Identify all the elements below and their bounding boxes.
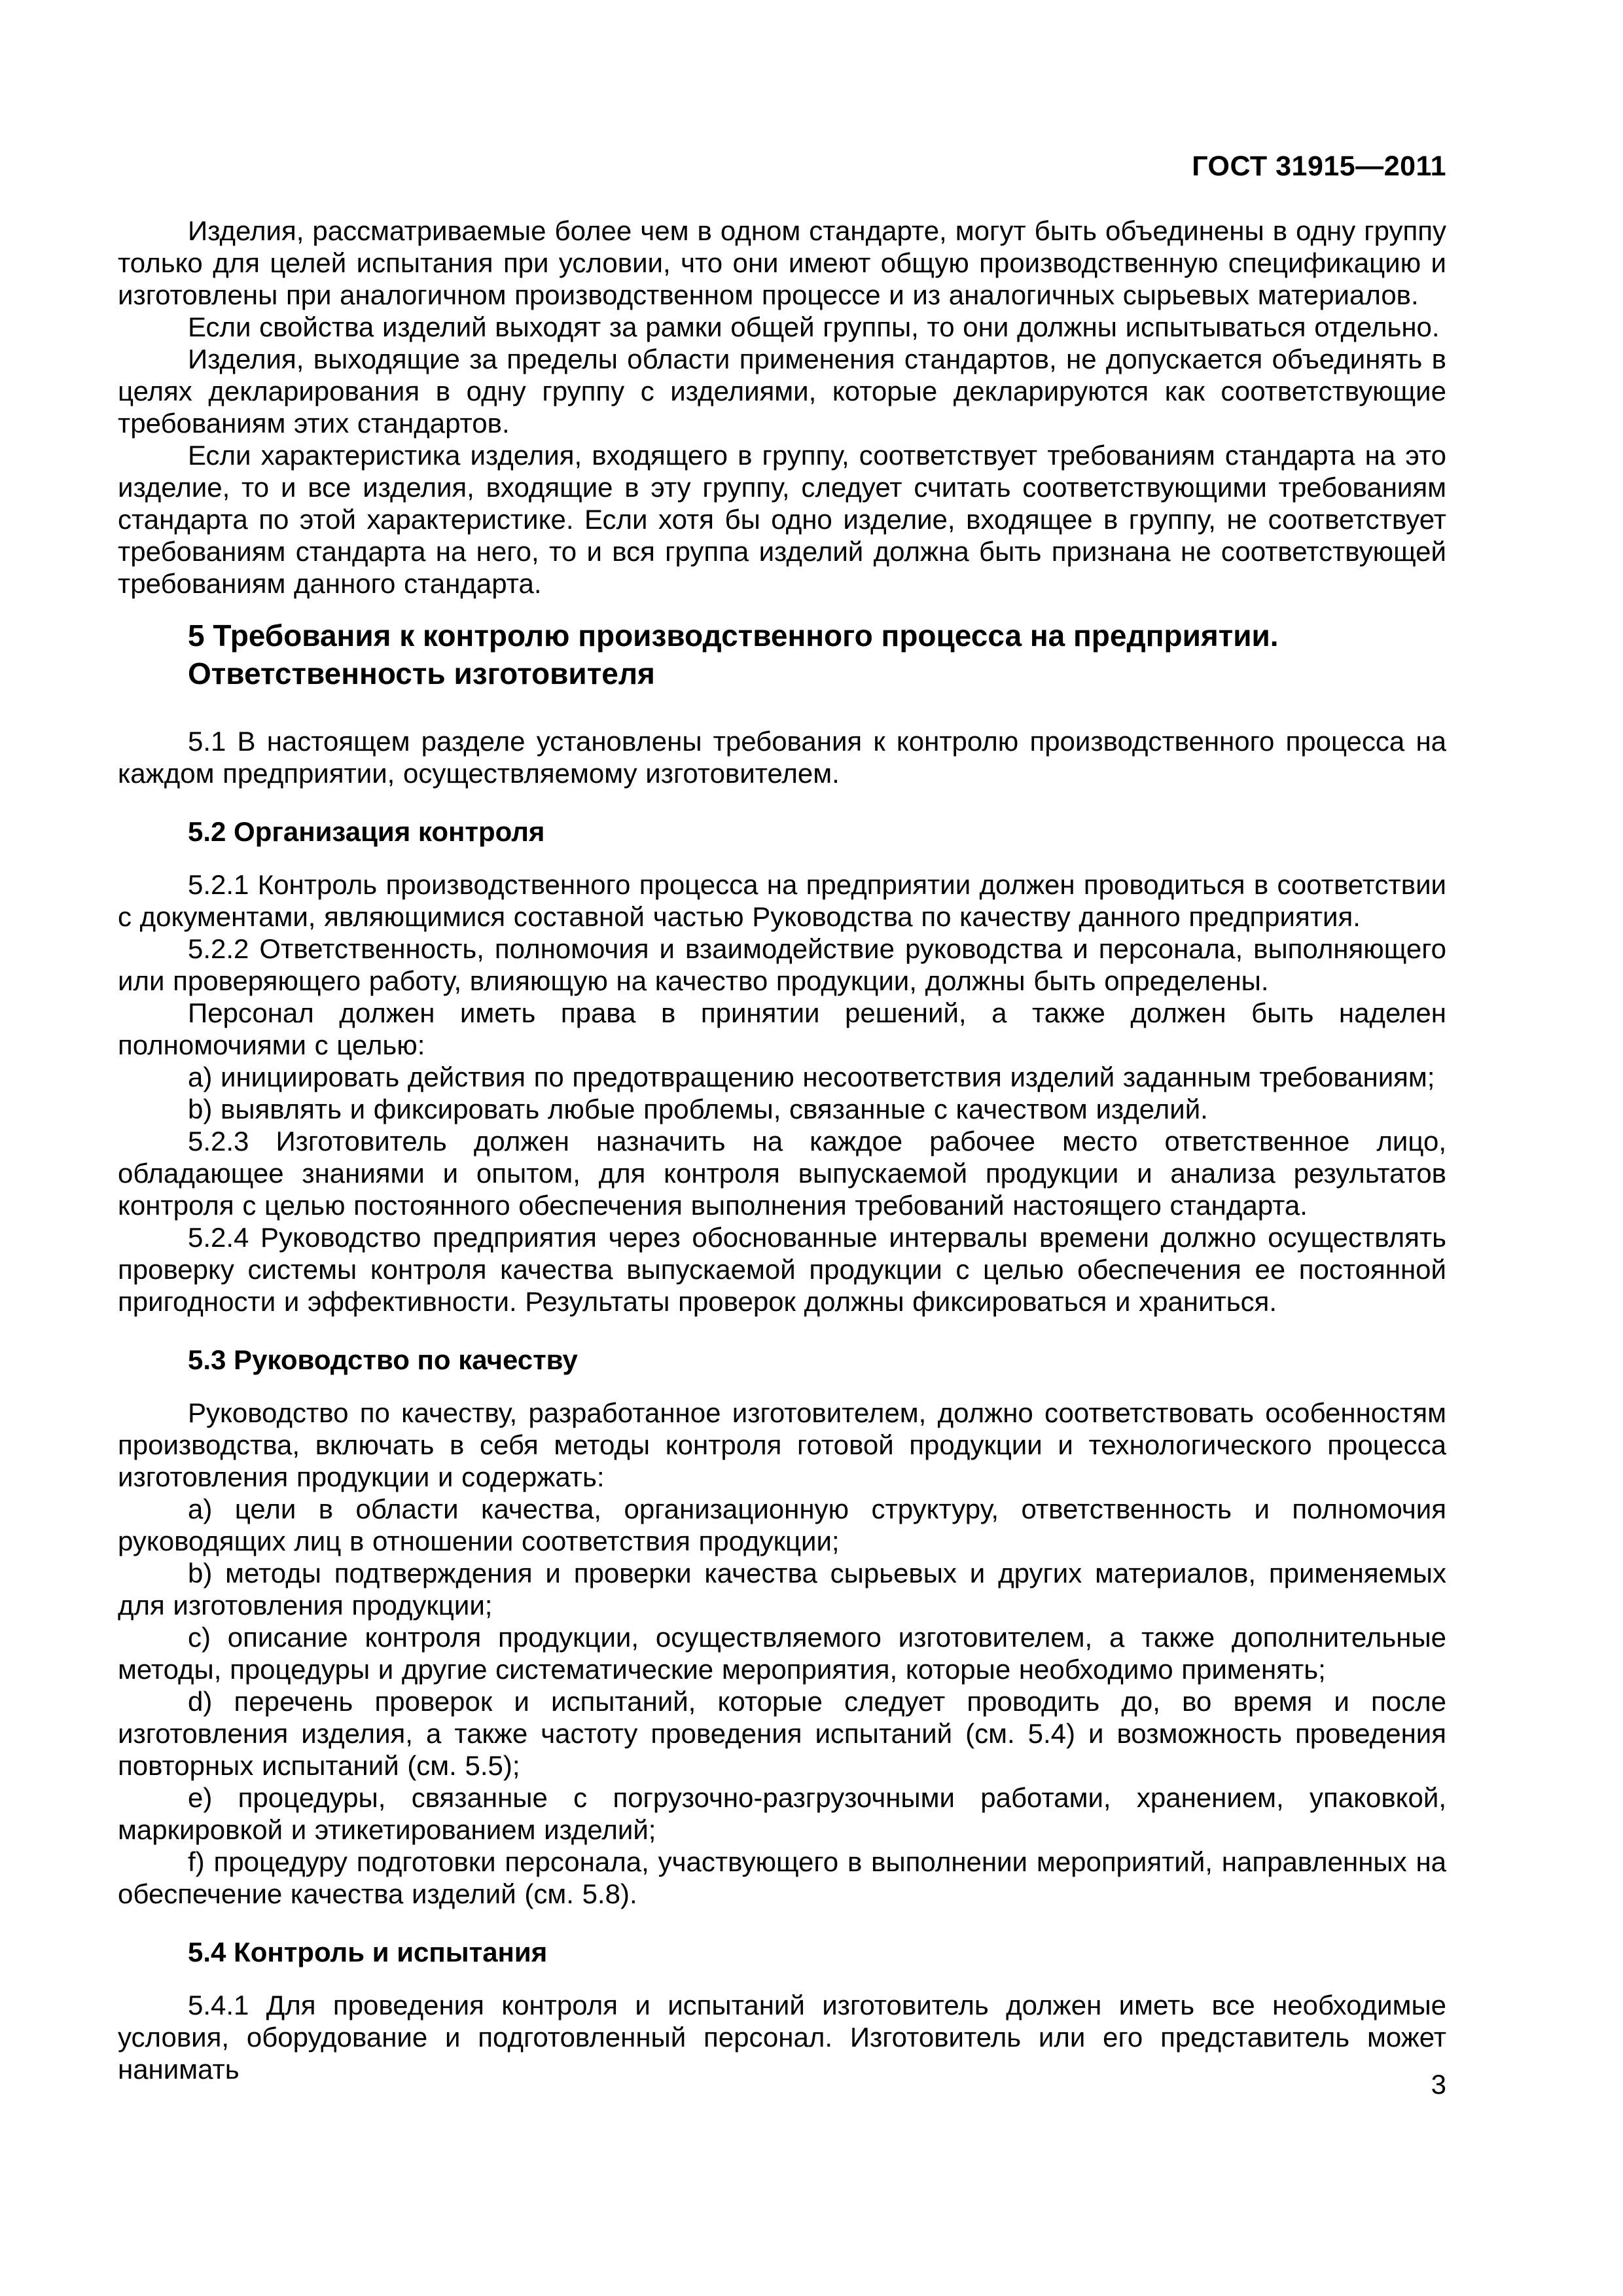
list-item: a) инициировать действия по предотвращению несоответствия изделий заданным требованиям; — [188, 1062, 1435, 1092]
paragraph: 5.2.3 Изготовитель должен назначить на каждое рабочее место ответственное лицо, обладающее знаниями и опытом, для контроля выпускаемой продукции и анализа результатов контроля с целью постоянного обеспечения выполнения требований настоящего стандарта. — [118, 1126, 1446, 1221]
subsection-heading: 5.3 Руководство по качеству — [188, 1344, 578, 1375]
paragraph: Руководство по качеству, разработанное изготовителем, должно соответствовать особенностям производства, включать в себя методы контроля готовой продукции и технологического процесса изготовления продукции и содержать: — [118, 1397, 1446, 1492]
list-item: c) описание контроля продукции, осуществляемого изготовителем, а также дополнительные методы, процедуры и другие систематические мероприятия, которые необходимо применять; — [118, 1622, 1446, 1685]
paragraph: 5.2.1 Контроль производственного процесса на предприятии должен проводиться в соответствии с документами, являющимися составной частью Руководства по качеству данного предприятия. — [118, 869, 1446, 932]
list-item: e) процедуры, связанные с погрузочно-разгрузочными работами, хранением, упаковкой, маркировкой и этикетированием изделий; — [118, 1782, 1446, 1845]
document-body — [118, 215, 1446, 2085]
paragraph: Изделия, рассматриваемые более чем в одном стандарте, могут быть объединены в одну группу только для целей испытания при условии, что они имеют общую производственную спецификацию и изготовлены при аналогичном производственном процессе и из аналогичных сырьевых материалов. — [118, 215, 1446, 310]
paragraph: 5.2.4 Руководство предприятия через обоснованные интервалы времени должно осуществлять проверку системы контроля качества выпускаемой продукции с целью обеспечения ее постоянной пригодности и эффективности. Результаты проверок должны фиксироваться и храниться. — [118, 1222, 1446, 1317]
paragraph: Изделия, выходящие за пределы области применения стандартов, не допускается объединять в целях декларирования в одну группу с изделиями, которые декларируются как соответствующие требованиям этих стандартов. — [118, 344, 1446, 439]
paragraph: 5.2.2 Ответственность, полномочия и взаимодействие руководства и персонала, выполняющего или проверяющего работу, влияющую на качество продукции, должны быть определены. — [118, 933, 1446, 996]
standard-reference-header: ГОСТ 31915—2011 — [1192, 151, 1446, 182]
list-item: b) методы подтверждения и проверки качества сырьевых и других материалов, применяемых для изготовления продукции; — [118, 1558, 1446, 1621]
paragraph: Если характеристика изделия, входящего в группу, соответствует требованиям стандарта на это изделие, то и все изделия, входящие в эту группу, следует считать соответствующими требованиям стандарта по этой характеристике. Если хотя бы одно изделие, входящее в группу, не соответствует требованиям стандарта на него, то и вся группа изделий должна быть признана не соответствующей требованиям данного стандарта. — [118, 440, 1446, 599]
list-item: a) цели в области качества, организационную структуру, ответственность и полномочия руководящих лиц в отношении соответствия продукции; — [118, 1494, 1446, 1556]
subsection-heading: 5.4 Контроль и испытания — [188, 1937, 548, 1967]
paragraph: Если свойства изделий выходят за рамки общей группы, то они должны испытываться отдельно. — [188, 312, 1440, 342]
paragraph: 5.4.1 Для проведения контроля и испытаний изготовитель должен иметь все необходимые условия, оборудование и подготовленный персонал. Изготовитель или его представитель может нанимать — [118, 1990, 1446, 2085]
paragraph: Персонал должен иметь права в принятии решений, а также должен быть наделен полномочиями с целью: — [118, 997, 1446, 1060]
page-number: 3 — [1431, 2069, 1446, 2100]
paragraph: 5.1 В настоящем разделе установлены требования к контролю производственного процесса на каждом предприятии, осуществляемому изготовителем. — [118, 726, 1446, 789]
list-item: d) перечень проверок и испытаний, которые следует проводить до, во время и после изготовления изделия, а также частоту проведения испытаний (см. 5.4) и возможность проведения повторных испытаний (см. 5.5); — [118, 1686, 1446, 1781]
subsection-heading: 5.2 Организация контроля — [188, 816, 545, 847]
list-item: f) процедуру подготовки персонала, участвующего в выполнении мероприятий, направленных на обеспечение качества изделий (см. 5.8). — [118, 1846, 1446, 1909]
section-heading: 5 Требования к контролю производственного процесса на предприятии. Ответственность изготовителя — [188, 619, 1279, 691]
list-item: b) выявлять и фиксировать любые проблемы, связанные с качеством изделий. — [188, 1094, 1208, 1124]
